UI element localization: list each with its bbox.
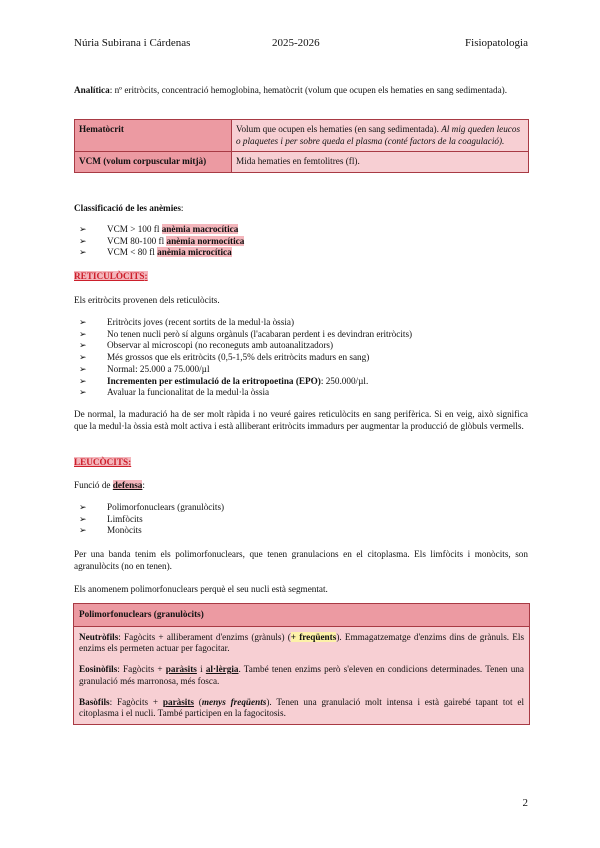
table-value xyxy=(232,120,529,152)
basofils-paragraph xyxy=(79,697,524,720)
table-row xyxy=(75,152,529,173)
basofils-parasits: paràsits xyxy=(162,696,194,707)
arrow-bullet-icon: ➢ xyxy=(79,235,87,246)
eosinofils-text-3: . També tenen enzims però s'eleven en condicions determinades. Tenen una granulació més marronosa, més fosca. xyxy=(79,664,524,686)
list-item-text: No tenen nucli però sí alguns orgànuls (l'acabaran perdent i es devindran eritròcits) xyxy=(107,328,413,339)
reticulocits-intro: Els eritròcits provenen dels reticulòcits. xyxy=(74,295,220,305)
list-item xyxy=(74,317,528,329)
function-word: defensa xyxy=(112,480,143,490)
list-item-bold: anèmia normocítica xyxy=(166,235,245,246)
list-item xyxy=(74,236,528,248)
list-item xyxy=(74,514,528,526)
list-item-text: Normal: 25.000 a 75.000/µl xyxy=(107,363,210,374)
list-item xyxy=(74,525,528,537)
leucocits-function xyxy=(74,479,528,491)
leucocits-list xyxy=(74,502,528,537)
arrow-bullet-icon: ➢ xyxy=(79,375,87,386)
list-item-text: Monòcits xyxy=(107,525,142,536)
function-prefix: Funció de xyxy=(74,480,113,490)
eosinofils-paragraph xyxy=(79,664,524,687)
arrow-bullet-icon: ➢ xyxy=(79,247,87,258)
hematocrit-table xyxy=(74,119,529,173)
table-key: VCM (volum corpuscular mitjà) xyxy=(75,152,232,173)
table-value-text: Volum que ocupen els hematies (en sang sedimentada). xyxy=(236,124,442,134)
header-year: 2025-2026 xyxy=(272,37,320,49)
basofils-text-1: : Fagòcits + xyxy=(109,696,163,707)
list-item xyxy=(74,376,528,388)
arrow-bullet-icon: ➢ xyxy=(79,224,87,234)
intro-text: : nº eritròcits, concentració hemoglobina, hematòcrit (volum que ocupen els hematies en sang sedimentada). xyxy=(109,85,508,95)
classification-title: Classificació de les anèmies xyxy=(74,203,181,213)
list-item xyxy=(74,340,528,352)
arrow-bullet-icon: ➢ xyxy=(79,317,87,327)
list-item-text: VCM 80-100 fl xyxy=(107,235,167,246)
arrow-bullet-icon: ➢ xyxy=(79,363,87,374)
list-item-text: Avaluar la funcionalitat de la medul·la òssia xyxy=(107,387,270,398)
reticulocits-heading: RETICULÒCITS xyxy=(74,271,145,281)
neutrofils-highlight: + freqüents xyxy=(290,631,337,642)
arrow-bullet-icon: ➢ xyxy=(79,340,87,351)
list-item-text: Més grossos que els eritròcits (0,5-1,5% dels eritròcits madurs en sang) xyxy=(107,352,370,363)
eosinofils-parasits: paràsits xyxy=(165,664,197,675)
arrow-bullet-icon: ➢ xyxy=(79,513,87,524)
neutrofils-term: Neutròfils xyxy=(79,631,119,642)
basofils-text-2: ( xyxy=(194,696,202,707)
page-number: 2 xyxy=(522,797,528,809)
granulocits-box-title: Polimorfonuclears (granulòcits) xyxy=(74,604,529,627)
basofils-text-3: ). Tenen una granulació molt intensa i està gairebé tapant tot el citoplasma i el nucli. També participen en la fagocitosis. xyxy=(79,696,524,719)
list-item-bold: anèmia macrocítica xyxy=(161,224,239,234)
table-row xyxy=(75,120,529,152)
neutrofils-paragraph xyxy=(79,632,524,655)
classification-title-line: Classificació de les anèmies: xyxy=(74,203,184,213)
list-item-bold: Incrementen per estimulació de la eritropoetina (EPO) xyxy=(107,375,321,386)
list-item xyxy=(74,387,528,399)
leucocits-paragraph-1: Per una banda tenim els polimorfonuclears, que tenen granulacions en el citoplasma. Els limfòcits i monòcits, son agranulòcits (no en tenen). xyxy=(74,549,528,571)
header-subject: Fisiopatologia xyxy=(465,37,528,49)
reticulocits-list xyxy=(74,317,528,399)
leucocits-heading-line: LEUCÒCITS: xyxy=(74,457,132,467)
list-item-text: VCM > 100 fl xyxy=(107,224,162,234)
eosinofils-term: Eosinòfils xyxy=(79,664,118,675)
arrow-bullet-icon: ➢ xyxy=(79,328,87,339)
leucocits-paragraph-2: Els anomenem polimorfonuclears perquè el seu nucli està segmentat. xyxy=(74,584,328,594)
granulocits-box-body xyxy=(74,627,529,724)
intro-paragraph xyxy=(74,84,528,96)
list-item-bold: anèmia microcítica xyxy=(157,247,232,258)
intro-term: Analítica xyxy=(74,85,110,95)
reticulocits-heading-line: RETICULÒCITS: xyxy=(74,271,148,281)
eosinofils-allergia: al·lèrgia xyxy=(205,664,239,675)
list-item xyxy=(74,247,528,259)
function-suffix: : xyxy=(142,480,145,490)
table-value xyxy=(232,152,529,173)
list-item-text: : 250.000/µl. xyxy=(320,375,369,386)
table-value-italic: Al mig queden leucos o plaquetes i per sobre queda el plasma (conté factors de la coagulació). xyxy=(236,124,521,146)
list-item xyxy=(74,502,528,514)
list-item-text: Polimorfonuclears (granulòcits) xyxy=(107,502,225,512)
neutrofils-text-2: ). Emmagatzematge d'enzims dins de grànuls. Els enzims els permeten actuar per fagocitar. xyxy=(79,631,525,654)
table-value-text: Mida hematies en femtolitres (fl). xyxy=(236,156,360,166)
list-item-text: VCM < 80 fl xyxy=(107,247,158,258)
list-item xyxy=(74,364,528,376)
list-item xyxy=(74,329,528,341)
arrow-bullet-icon: ➢ xyxy=(79,352,87,363)
arrow-bullet-icon: ➢ xyxy=(79,387,87,398)
list-item xyxy=(74,352,528,364)
list-item-text: Limfòcits xyxy=(107,513,143,524)
eosinofils-text-1: : Fagòcits + xyxy=(117,664,166,675)
basofils-italic: menys freqüents xyxy=(201,696,267,707)
reticulocits-paragraph: De normal, la maduració ha de ser molt ràpida i no veuré gaires reticulòcits en sang perifèrica. Si en veig, això significa que la medul·la òssia està molt activa i està alliberant eritròcits immadurs per augmentar la producció de glòbuls vermells. xyxy=(74,409,528,431)
list-item xyxy=(74,224,528,236)
table-key: Hematòcrit xyxy=(75,120,232,152)
granulocits-box xyxy=(73,603,530,725)
leucocits-heading: LEUCÒCITS xyxy=(74,457,129,467)
arrow-bullet-icon: ➢ xyxy=(79,502,87,512)
arrow-bullet-icon: ➢ xyxy=(79,525,87,536)
basofils-term: Basòfils xyxy=(79,696,110,707)
list-item-text: Eritròcits joves (recent sortits de la medul·la òssia) xyxy=(107,317,295,327)
list-item-text: Observar al microscopi (no reconeguts amb autoanalitzadors) xyxy=(107,340,334,351)
header-author: Núria Subirana i Cárdenas xyxy=(74,37,191,49)
neutrofils-text-1: : Fagòcits + alliberament d'enzims (grànuls) ( xyxy=(118,631,291,642)
eosinofils-text-2: i xyxy=(196,664,206,675)
classification-list xyxy=(74,224,528,259)
